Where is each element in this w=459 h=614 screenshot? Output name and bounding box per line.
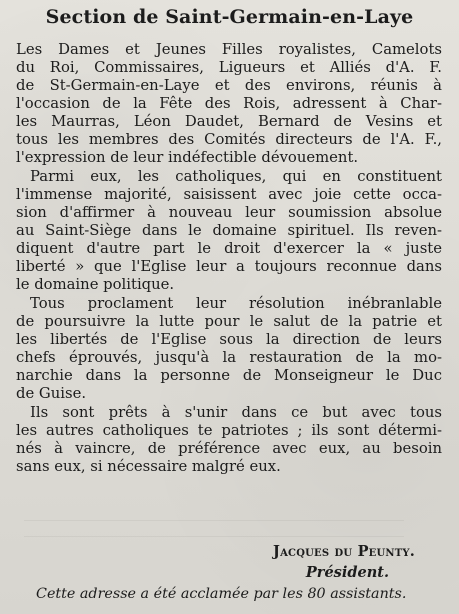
text-line: sans eux, si nécessaire malgré eux. (16, 458, 281, 475)
text-line: Les Dames et Jeunes Filles royalistes, Camelots (16, 41, 442, 58)
text-line: narchie dans la personne de Monseigneur le Duc (16, 367, 442, 384)
text-line: l'expression de leur indéfectible dévouement. (16, 149, 359, 166)
text-line: de Guise. (16, 385, 87, 402)
text-line: les Maurras, Léon Daudet, Bernard de Vesins et (16, 113, 442, 130)
signature-role: Président. (305, 564, 389, 581)
text-line: Tous proclament leur résolution inébranlable (30, 295, 442, 312)
text-line: l'immense majorité, saisissent avec joie cette occa- (16, 186, 442, 203)
text-line: liberté » que l'Eglise leur a toujours reconnue dans (16, 258, 442, 275)
text-line: le domaine politique. (16, 276, 175, 293)
text-line: tous les membres des Comités directeurs de l'A. F., (16, 131, 442, 148)
text-line: du Roi, Commissaires, Ligueurs et Alliés d'A. F. (16, 59, 442, 76)
text-line: au Saint-Siège dans le domaine spirituel. Ils reven- (16, 222, 442, 239)
signature-name: Jacques du Peunty. (273, 543, 415, 560)
text-line: diquent d'autre part le droit d'exercer la « juste (16, 240, 442, 257)
text-line: les autres catholiques te patriotes ; ils sont détermi- (16, 422, 442, 439)
text-line: Parmi eux, les catholiques, qui en constituent (30, 168, 442, 185)
footer-note: Cette adresse a été acclamée par les 80 assistants. (36, 586, 407, 602)
bleed-through-line (24, 536, 404, 537)
text-line: nés à vaincre, de préférence avec eux, au besoin (16, 440, 442, 457)
text-line: de St-Germain-en-Laye et des environs, réunis à (16, 77, 442, 94)
text-line: l'occasion de la Fête des Rois, adressent à Char- (16, 95, 442, 112)
text-line: de poursuivre la lutte pour le salut de la patrie et (16, 313, 442, 330)
section-title: Section de Saint-Germain-en-Laye (45, 6, 414, 28)
text-line: chefs éprouvés, jusqu'à la restauration de la mo- (16, 349, 442, 366)
bleed-through-line (24, 520, 404, 521)
text-line: Ils sont prêts à s'unir dans ce but avec tous (30, 404, 442, 421)
text-line: sion d'affirmer à nouveau leur soumission absolue (16, 204, 442, 221)
text-line: les libertés de l'Eglise sous la direction de leurs (16, 331, 442, 348)
